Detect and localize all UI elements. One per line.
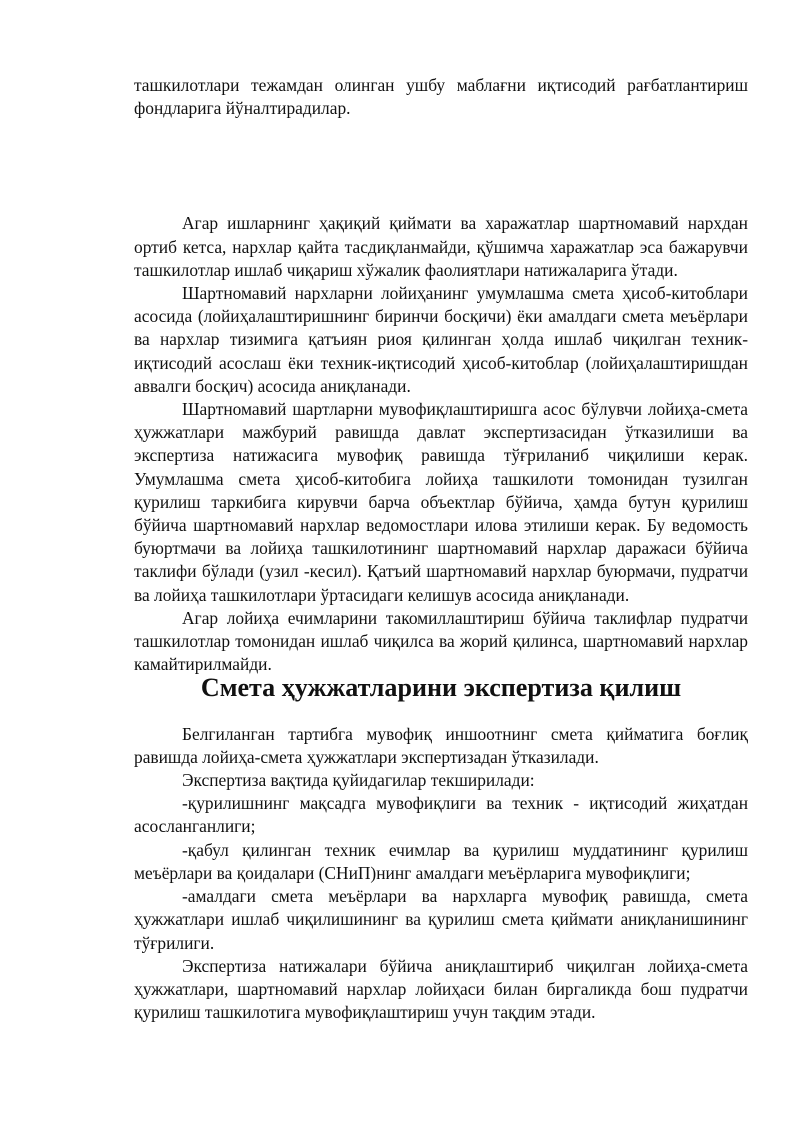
paragraph-contract-prices-basis: Шартномавий нархларни лойиҳанинг умумлашма смета ҳисоб-китоблари асосида (лойиҳалаштиришнинг биринчи босқичи) ёки амалдаги смета меъёрлари ва нархлар тизимига қатъиян риоя қилинган ҳолда ишлаб чиқилган техник-иқтисодий асослаш ёки техник-иқтисодий ҳисоб-китоблар (лойиҳалаштиришдан аввалги босқич) асосида аниқланади.: [134, 283, 748, 396]
paragraph-design-improvements: Агар лойиҳа ечимларини такомиллаштириш бўйича таклифлар пудратчи ташкилотлар томонидан ишлаб чиқилса ва жорий қилинса, шартномавий нархлар камайтирилмайди.: [134, 607, 748, 675]
paragraph-state-expertise: Шартномавий шартларни мувофиқлаштиришга асос бўлувчи лойиҳа-смета ҳужжатлари мажбурий равишда давлат экспертизасидан ўтказилиши ва экспертиза натижасига мувофиқ равишда тўғриланиб чиқилиши керак. Умумлашма смета ҳисоб-китобига лойиҳа ташкилоти томонидан тузилган қурилиш таркибига кирувчи барча объектлар бўйича, ҳамда бутун қурилиш бўйича шартномавий нархлар ведомостлари илова этилиши керак. Бу ведомость буюртмачи ва лойиҳа ташкилотининг шартномавий нархлар даражаси бўйича таклифи бўлади (узил -кесил). Қатъий шартномавий нархлар буюрмачи, пудратчи ва лойиҳа ташкилотлари ўртасидаги келишув асосида аниқланади.: [134, 399, 748, 605]
list-item-feasibility: -қурилишнинг мақсадга мувофиқлиги ва техник - иқтисодий жиҳатдан асосланганлиги;: [134, 793, 748, 837]
document-page: [134, 74, 748, 1024]
paragraph-expertise-results: Экспертиза натижалари бўйича аниқлаштириб чиқилган лойиҳа-смета ҳужжатлари, шартномавий нархлар лойиҳаси билан биргаликда бош пудратчи қурилиш ташкилотига мувофиқлаштириш учун тақдим этади.: [134, 955, 748, 1023]
paragraph-checked-items-intro: Экспертиза вақтида қуйидагилар текширилади:: [182, 770, 535, 791]
paragraph-expertise-order: Белгиланган тартибга мувофиқ иншоотнинг смета қийматига боғлиқ равишда лойиҳа-смета ҳужжатлари экспертизадан ўтказилади.: [134, 723, 748, 767]
paragraph-actual-cost: Агар ишларнинг ҳақиқий қиймати ва харажатлар шартномавий нархдан ортиб кетса, нархлар қайта тасдиқланмайди, қўшимча харажатлар эса бажарувчи ташкилотлар ишлаб чиқариш хўжалик фаолиятлари натижаларига ўтади.: [134, 213, 748, 280]
list-item-snip-compliance: -қабул қилинган техник ечимлар ва қурилиш муддатининг қурилиш меъёрлари ва қоидалари (СНиП)нинг амалдаги меъёрларига мувофиқлиги;: [134, 839, 748, 883]
section-heading: Смета ҳужжатларини экспертиза қилиш: [200, 673, 682, 703]
intro-fragment: ташкилотлари тежамдан олинган ушбу маблағни иқтисодий рағбатлантириш фондларига йўналтирадилар.: [134, 75, 748, 119]
list-item-estimate-correctness: -амалдаги смета меъёрлари ва нархларга мувофиқ равишда, смета ҳужжатлари ишлаб чиқилишининг ва қурилиш смета қиймати аниқланишининг тўғрилиги.: [134, 886, 748, 953]
